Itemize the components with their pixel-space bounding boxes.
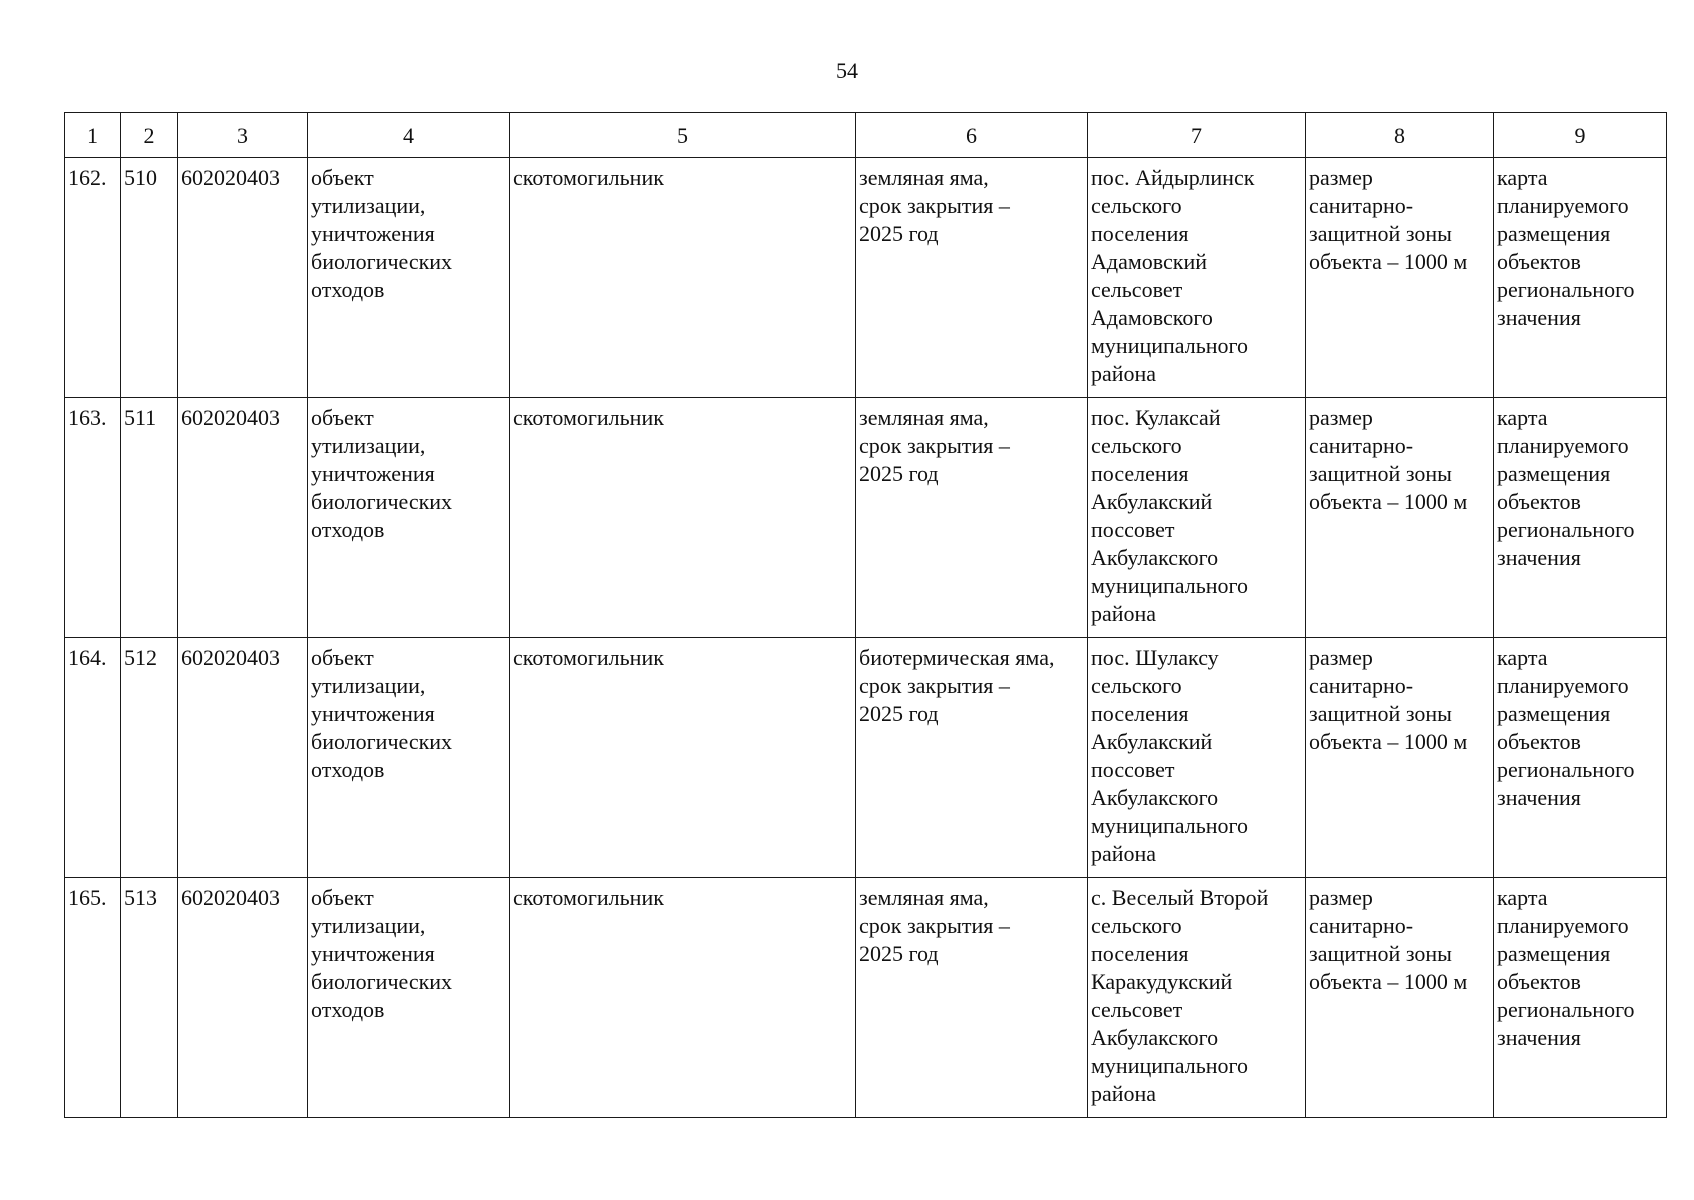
map-cell — [1494, 398, 1667, 638]
code-cell — [121, 878, 178, 1118]
zone-cell — [1306, 158, 1494, 398]
protection-zone: размер санитарно- защитной зоны объекта – 1000 м — [1309, 405, 1468, 514]
characteristics-cell — [856, 398, 1088, 638]
object-type: объект утилизации, уничтожения биологических отходов — [311, 645, 453, 782]
object-name: скотомогильник — [513, 165, 664, 190]
row-number-cell — [65, 398, 121, 638]
row-number-cell — [65, 878, 121, 1118]
map-reference: карта планируемого размещения объектов регионального значения — [1497, 645, 1635, 810]
table-row — [65, 398, 1667, 638]
name-cell — [510, 878, 856, 1118]
header-col-9: 9 — [1494, 113, 1667, 158]
class-code: 602020403 — [181, 405, 280, 430]
location-cell — [1088, 398, 1306, 638]
object-type: объект утилизации, уничтожения биологических отходов — [311, 165, 453, 302]
characteristics-cell — [856, 158, 1088, 398]
object-characteristics: земляная яма, срок закрытия – 2025 год — [859, 405, 1010, 486]
map-cell — [1494, 158, 1667, 398]
object-type: объект утилизации, уничтожения биологических отходов — [311, 885, 453, 1022]
class-code: 602020403 — [181, 645, 280, 670]
header-col-3: 3 — [178, 113, 308, 158]
zone-cell — [1306, 878, 1494, 1118]
table-row — [65, 158, 1667, 398]
object-code: 513 — [124, 885, 157, 910]
page-number: 54 — [836, 58, 858, 83]
name-cell — [510, 638, 856, 878]
header-row — [65, 113, 1667, 158]
location-cell — [1088, 638, 1306, 878]
protection-zone: размер санитарно- защитной зоны объекта – 1000 м — [1309, 885, 1468, 994]
object-name: скотомогильник — [513, 885, 664, 910]
header-col-1: 1 — [65, 113, 121, 158]
location-cell — [1088, 158, 1306, 398]
object-name: скотомогильник — [513, 405, 664, 430]
object-type: объект утилизации, уничтожения биологических отходов — [311, 405, 453, 542]
header-col-5: 5 — [510, 113, 856, 158]
object-name: скотомогильник — [513, 645, 664, 670]
protection-zone: размер санитарно- защитной зоны объекта – 1000 м — [1309, 645, 1468, 754]
row-number: 164. — [68, 645, 107, 670]
object-characteristics: земляная яма, срок закрытия – 2025 год — [859, 165, 1010, 246]
class-code-cell — [178, 158, 308, 398]
protection-zone: размер санитарно- защитной зоны объекта – 1000 м — [1309, 165, 1468, 274]
table-row — [65, 638, 1667, 878]
class-code: 602020403 — [181, 885, 280, 910]
row-number: 165. — [68, 885, 107, 910]
name-cell — [510, 398, 856, 638]
type-cell — [308, 878, 510, 1118]
type-cell — [308, 638, 510, 878]
object-code: 510 — [124, 165, 157, 190]
object-code: 512 — [124, 645, 157, 670]
map-reference: карта планируемого размещения объектов регионального значения — [1497, 405, 1635, 570]
code-cell — [121, 638, 178, 878]
row-number: 162. — [68, 165, 107, 190]
object-characteristics: земляная яма, срок закрытия – 2025 год — [859, 885, 1010, 966]
class-code: 602020403 — [181, 165, 280, 190]
header-col-2: 2 — [121, 113, 178, 158]
header-col-6: 6 — [856, 113, 1088, 158]
code-cell — [121, 398, 178, 638]
map-reference: карта планируемого размещения объектов регионального значения — [1497, 885, 1635, 1050]
row-number-cell — [65, 158, 121, 398]
map-cell — [1494, 638, 1667, 878]
class-code-cell — [178, 878, 308, 1118]
type-cell — [308, 158, 510, 398]
map-cell — [1494, 878, 1667, 1118]
object-location: с. Веселый Второй сельского поселения Каракудукский сельсовет Акбулакского муниципального района — [1091, 885, 1269, 1106]
row-number: 163. — [68, 405, 107, 430]
object-location: пос. Айдырлинск сельского поселения Адамовский сельсовет Адамовского муниципального района — [1091, 165, 1255, 386]
class-code-cell — [178, 398, 308, 638]
type-cell — [308, 398, 510, 638]
object-location: пос. Шулаксу сельского поселения Акбулакский поссовет Акбулакского муниципального района — [1091, 645, 1249, 866]
object-characteristics: биотермическая яма, срок закрытия – 2025 год — [859, 645, 1055, 726]
location-cell — [1088, 878, 1306, 1118]
object-code: 511 — [124, 405, 157, 430]
objects-table — [64, 112, 1667, 1118]
characteristics-cell — [856, 638, 1088, 878]
object-location: пос. Кулаксай сельского поселения Акбулакский поссовет Акбулакского муниципального района — [1091, 405, 1249, 626]
zone-cell — [1306, 638, 1494, 878]
row-number-cell — [65, 638, 121, 878]
map-reference: карта планируемого размещения объектов регионального значения — [1497, 165, 1635, 330]
header-col-8: 8 — [1306, 113, 1494, 158]
code-cell — [121, 158, 178, 398]
table-row — [65, 878, 1667, 1118]
characteristics-cell — [856, 878, 1088, 1118]
header-col-4: 4 — [308, 113, 510, 158]
zone-cell — [1306, 398, 1494, 638]
name-cell — [510, 158, 856, 398]
class-code-cell — [178, 638, 308, 878]
header-col-7: 7 — [1088, 113, 1306, 158]
